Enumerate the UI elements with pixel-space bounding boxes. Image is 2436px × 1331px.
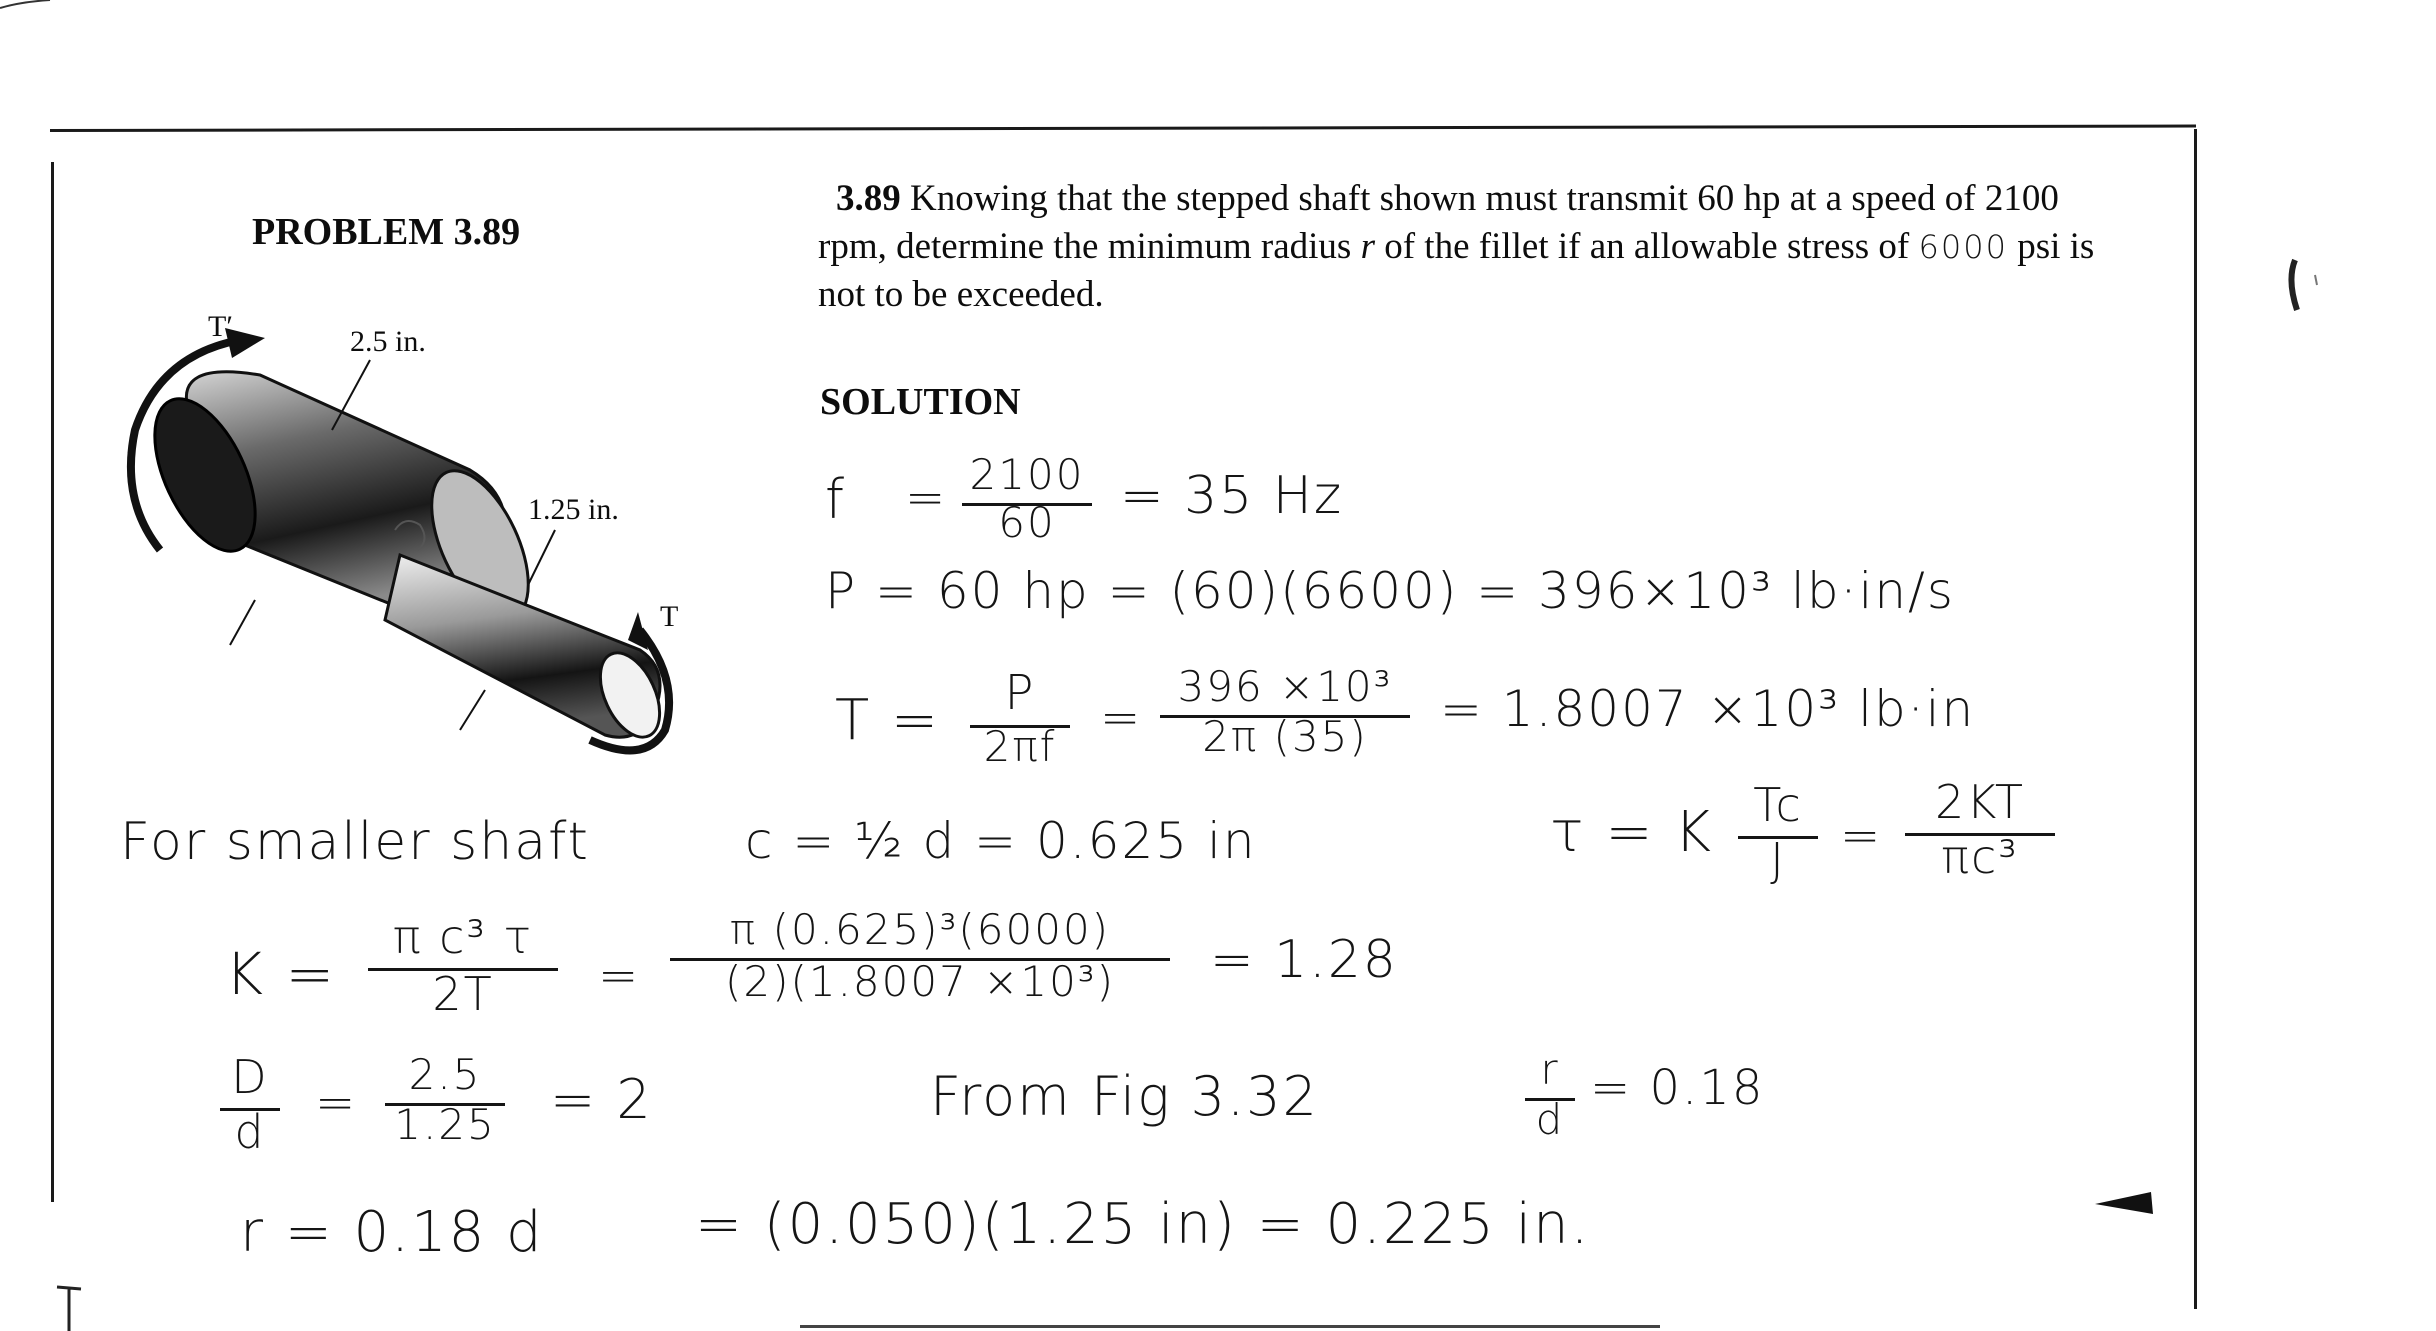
t-lhs: T =: [835, 688, 940, 753]
tau-eq: =: [1840, 808, 1883, 864]
dd-fraction-2: [385, 1050, 505, 1149]
frame-top-border: [50, 125, 2196, 132]
label-t: T: [660, 600, 679, 633]
label-t-prime: T′: [208, 310, 233, 343]
stepped-shaft-figure: [100, 300, 720, 770]
f-denominator: 60: [998, 498, 1056, 547]
problem-statement: [818, 175, 2094, 319]
dd-denominator-1: d: [234, 1105, 266, 1159]
r-line-lhs: r = 0.18 d: [240, 1200, 544, 1265]
frame-right-border: [2194, 129, 2197, 1309]
r-line-result: = (0.050)(1.25 in) = 0.225 in.: [695, 1192, 1591, 1257]
c-line: c = ½ d = 0.625 in: [745, 812, 1257, 870]
solution-heading: SOLUTION: [820, 381, 1021, 423]
tau-fraction-2: [1905, 775, 2055, 884]
scan-artifact-mark: [2285, 255, 2325, 315]
k-result: = 1.28: [1210, 930, 1398, 990]
f-lhs: f: [825, 468, 847, 531]
rd-numerator: r: [1540, 1045, 1560, 1094]
rd-denominator: d: [1535, 1095, 1565, 1144]
statement-line-2c: psi is: [2007, 226, 2095, 267]
dd-numerator-2: 2.5: [408, 1050, 482, 1099]
dd-result: = 2: [550, 1068, 653, 1131]
frame-left-border: [51, 162, 54, 1202]
statement-stress-value: 6000: [1918, 228, 2008, 266]
k-numerator-2: π (0.625)³(6000): [729, 905, 1111, 954]
statement-line-3: not to be exceeded.: [818, 274, 1104, 315]
from-fig-note: From Fig 3.32: [930, 1065, 1319, 1128]
power-line: P = 60 hp = (60)(6600) = 396×10³ lb·in/s: [825, 562, 1955, 620]
scan-artifact-bottom-line: [800, 1325, 1660, 1328]
smaller-shaft-label: For smaller shaft: [120, 812, 590, 872]
tau-fraction-1: [1738, 778, 1818, 887]
tau-numerator-1: Tc: [1753, 778, 1803, 832]
tau-denominator-2: πc³: [1941, 830, 2019, 884]
dd-numerator-1: D: [231, 1050, 269, 1104]
dd-fraction-1: [220, 1050, 280, 1159]
t-denominator-1: 2πf: [983, 722, 1057, 771]
f-eq: =: [905, 470, 948, 526]
tau-numerator-2: 2KT: [1935, 775, 2025, 829]
k-denominator-1: 2T: [432, 967, 494, 1021]
scan-artifact-bracket: [55, 1285, 85, 1331]
k-denominator-2: (2)(1.8007 ×10³): [724, 957, 1116, 1006]
tau-denominator-1: J: [1770, 833, 1786, 887]
scan-artifact-corner: [0, 0, 60, 20]
k-fraction-2: [670, 905, 1170, 1006]
statement-line-1: Knowing that the stepped shaft shown must transmit 60 hp at a speed of 2100: [910, 178, 2059, 219]
f-result: = 35 Hz: [1120, 466, 1344, 526]
t-denominator-2: 2π (35): [1202, 712, 1368, 761]
t-fraction-2: [1160, 662, 1410, 761]
f-fraction: [962, 450, 1092, 547]
statement-line-2b: of the fillet if an allowable stress of: [1374, 226, 1919, 267]
statement-line-2a: rpm, determine the minimum radius: [818, 226, 1361, 267]
t-result: = 1.8007 ×10³ lb·in: [1440, 680, 1976, 738]
f-numerator: 2100: [969, 450, 1085, 499]
t-numerator-2: 396 ×10³: [1177, 662, 1393, 711]
dd-eq: =: [315, 1075, 358, 1131]
scan-artifact-wedge: [2095, 1188, 2155, 1218]
label-small-diameter: 1.25 in.: [528, 493, 619, 526]
t-numerator-1: P: [1004, 665, 1036, 721]
t-fraction-1: [970, 665, 1070, 771]
t-eq-2: =: [1100, 690, 1143, 746]
tau-lhs: τ = K: [1550, 800, 1713, 865]
k-numerator-1: π c³ τ: [392, 910, 534, 964]
label-large-diameter: 2.5 in.: [350, 325, 426, 358]
rd-fraction: [1525, 1045, 1575, 1144]
statement-radius-symbol: r: [1360, 226, 1375, 267]
problem-title: PROBLEM 3.89: [252, 211, 521, 253]
k-eq-2: =: [598, 948, 641, 1004]
problem-number: 3.89: [836, 178, 901, 219]
k-fraction-1: [368, 910, 558, 1021]
k-lhs: K =: [225, 940, 337, 1008]
rd-result: = 0.18: [1590, 1060, 1765, 1116]
dd-denominator-2: 1.25: [394, 1100, 496, 1149]
